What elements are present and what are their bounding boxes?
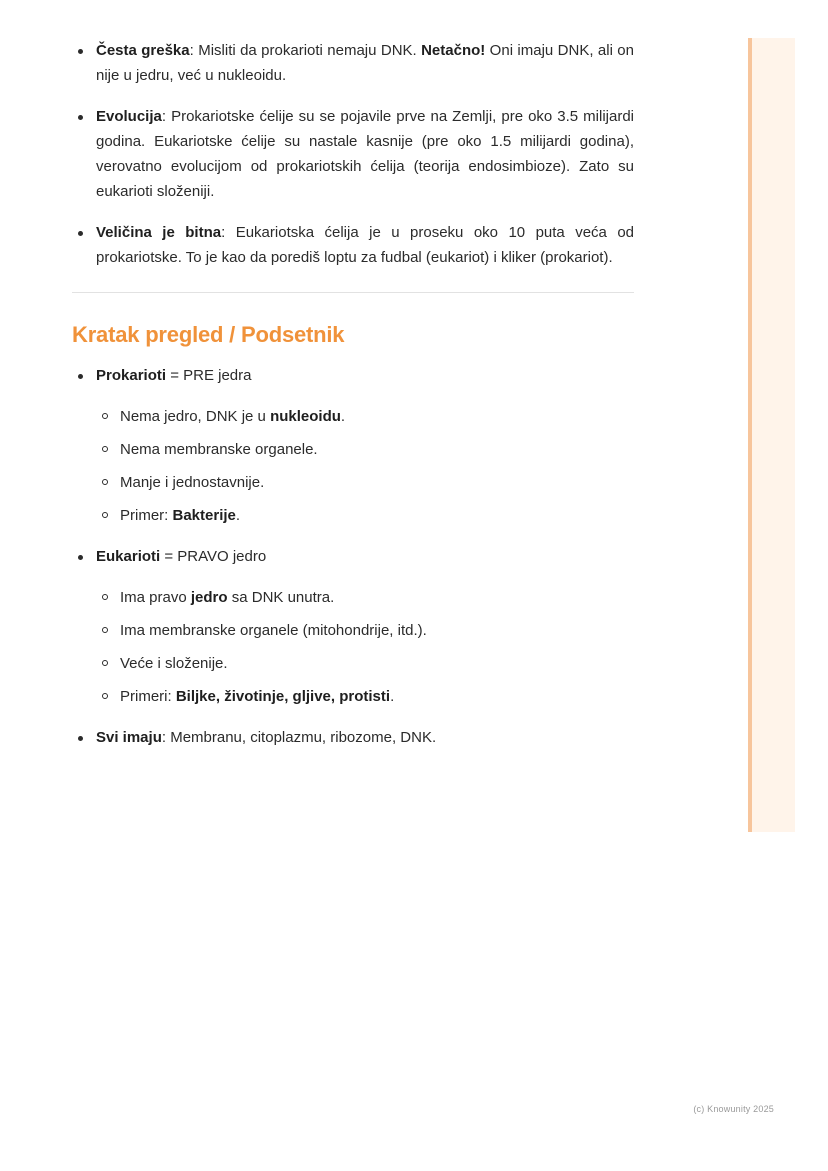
list-item-evolucija — [72, 104, 634, 204]
footer-copyright: (c) Knowunity 2025 — [693, 1104, 774, 1114]
list-item-svi-imaju — [72, 725, 634, 750]
list-item-cesta-greska — [72, 38, 634, 88]
section-divider — [72, 292, 634, 293]
list-item-prokarioti — [72, 363, 634, 528]
separator: : — [221, 224, 236, 241]
item-text: Eukariotska ćelija je u proseku oko 10 puta veća od prokariotske. To je kao da porediš loptu za fudbal (eukariot) i kliker (prokariot). — [96, 224, 635, 266]
sub-item: Veće i složenije. — [96, 651, 634, 676]
item-text: = PRE jedra — [166, 367, 252, 384]
item-text: Oni imaju DNK, ali on nije u jedru, već u nukleoidu. — [96, 42, 634, 84]
section-heading: Kratak pregled / Podsetnik — [72, 322, 345, 347]
sub-item: Primeri: Biljke, životinje, gljive, protisti. — [96, 684, 634, 709]
term-label: Evolucija — [96, 108, 162, 125]
list-item-eukarioti — [72, 544, 634, 709]
list-item-velicina — [72, 220, 634, 270]
sub-item: Ima membranske organele (mitohondrije, itd.). — [96, 618, 634, 643]
sub-item: Ima pravo jedro sa DNK unutra. — [96, 585, 634, 610]
sublist-prokarioti — [96, 404, 634, 528]
intro-list — [72, 38, 634, 270]
margin-note-panel — [748, 38, 795, 832]
term-label: Prokarioti — [96, 367, 167, 384]
term-label: Eukarioti — [96, 548, 161, 565]
sub-item: Manje i jednostavnije. — [96, 470, 634, 495]
summary-list — [72, 363, 634, 750]
term-label: Česta greška — [96, 42, 190, 59]
separator: : — [161, 108, 172, 125]
sub-item: Nema membranske organele. — [96, 437, 634, 462]
sublist-eukarioti — [96, 585, 634, 709]
separator: : — [189, 42, 199, 59]
term-label: Svi imaju — [96, 729, 162, 746]
sub-item: Primer: Bakterije. — [96, 503, 634, 528]
emphasis-text: Netačno! — [421, 42, 486, 59]
item-text: : Membranu, citoplazmu, ribozome, DNK. — [161, 729, 437, 746]
term-label: Veličina je bitna — [96, 224, 222, 241]
sub-item: Nema jedro, DNK je u nukleoidu. — [96, 404, 634, 429]
item-text: Misliti da prokarioti nemaju DNK. — [198, 42, 422, 59]
page-content — [72, 38, 634, 766]
item-text: Prokariotske ćelije su se pojavile prve na Zemlji, pre oko 3.5 milijardi godina. Eukariotske ćelije su nastale kasnije (pre oko 1.5 milijardi godina), verovatno evolucijom od prokariotskih ćelija (teorija endosimbioze). Zato su eukarioti složeniji. — [96, 108, 634, 200]
item-text: = PRAVO jedro — [160, 548, 267, 565]
